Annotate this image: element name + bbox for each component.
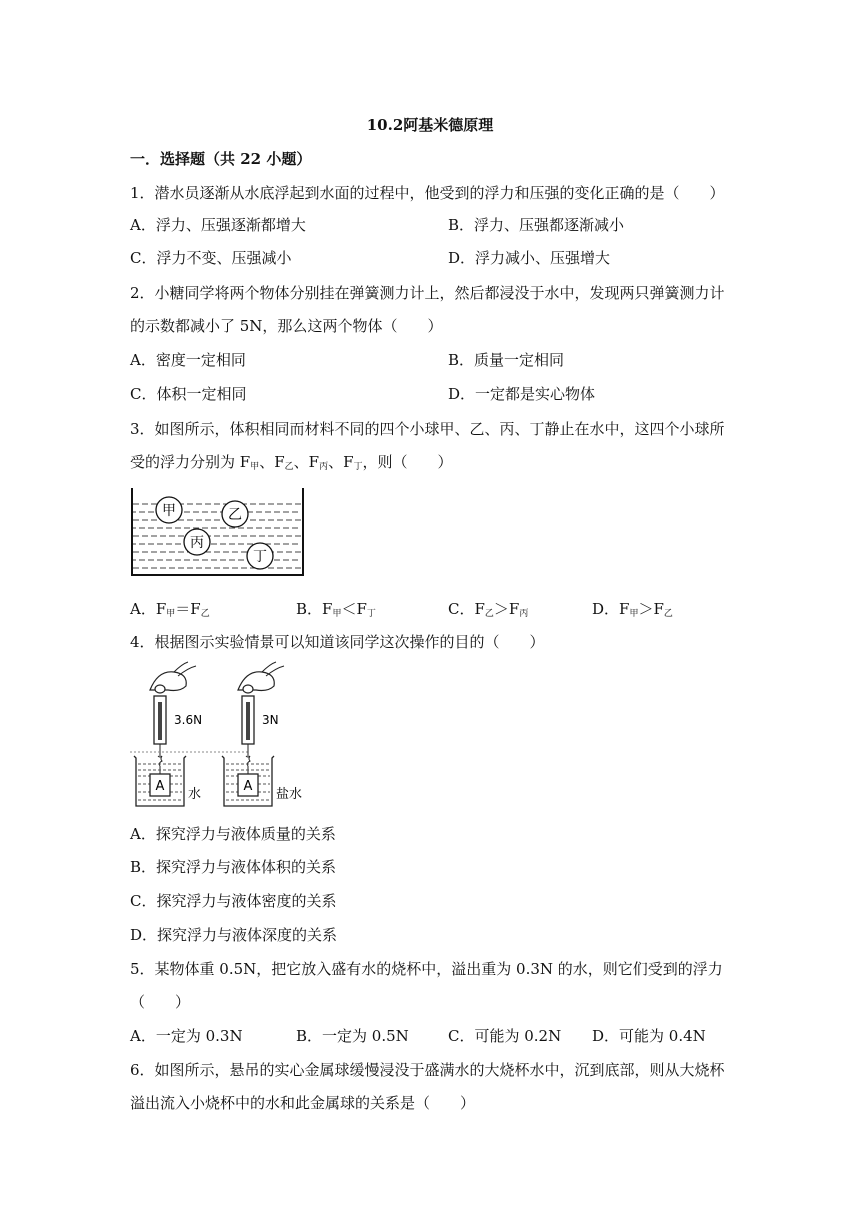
q4-option-d: D．探究浮力与液体深度的关系 xyxy=(130,926,338,944)
svg-text:乙: 乙 xyxy=(228,507,242,523)
q6-stem-line2: 溢出流入小烧杯中的水和此金属球的关系是（ ） xyxy=(130,1094,476,1112)
q5-option-d: D．可能为 0.4N xyxy=(592,1027,706,1045)
q5-stem-line1: 5．某物体重 0.5N，把它放入盛有水的烧杯中，溢出重为 0.3N 的水，则它们受到的浮力 xyxy=(130,960,723,978)
q5-option-c: C．可能为 0.2N xyxy=(448,1027,562,1045)
q1-stem: 1．潜水员逐渐从水底浮起到水面的过程中，他受到的浮力和压强的变化正确的是（ ） xyxy=(130,184,725,202)
q2-option-b: B．质量一定相同 xyxy=(448,351,565,369)
svg-text:3.6N: 3.6N xyxy=(174,713,203,727)
ball-jia xyxy=(156,497,182,523)
q4-option-b: B．探究浮力与液体体积的关系 xyxy=(130,858,337,876)
q2-stem-line1: 2．小糖同学将两个物体分别挂在弹簧测力计上，然后都浸没于水中，发现两只弹簧测力计 xyxy=(130,284,725,302)
page-title: 10.2阿基米德原理 xyxy=(366,116,494,134)
q3-stem-line2: 受的浮力分别为 $F_甲$、$F_乙$、$F_丙$、$F_丁$，则（ ） xyxy=(130,453,453,472)
q1-option-c: C．浮力不变、压强减小 xyxy=(130,249,292,267)
q2-option-d: D．一定都是实心物体 xyxy=(448,385,596,403)
q1-option-a: A．浮力、压强逐渐都增大 xyxy=(130,216,306,234)
q6-stem-line1: 6．如图所示，悬吊的实心金属球缓慢浸没于盛满水的大烧杯水中，沉到底部，则从大烧杯 xyxy=(130,1061,725,1079)
q2-option-c: C．体积一定相同 xyxy=(130,385,247,403)
section-heading: 一．选择题（共 22 小题） xyxy=(130,150,312,168)
q5-stem-line2: （ ） xyxy=(130,993,191,1011)
q4-option-c: C．探究浮力与液体密度的关系 xyxy=(130,892,337,910)
q3-option-a: A．$F_甲=F_乙$ xyxy=(130,600,210,619)
q2-stem-line2: 的示数都减小了 5N，那么这两个物体（ ） xyxy=(130,317,443,335)
ball-ding xyxy=(247,543,273,569)
svg-text:3N: 3N xyxy=(262,713,279,727)
svg-text:盐水: 盐水 xyxy=(276,787,303,802)
container-walls xyxy=(132,488,303,575)
spring-scale-left xyxy=(150,662,202,774)
q5-option-b: B．一定为 0.5N xyxy=(296,1027,409,1045)
q1-option-d: D．浮力减小、压强增大 xyxy=(448,249,611,267)
q3-option-b: B．$F_甲<F_丁$ xyxy=(296,600,376,619)
ball-bing xyxy=(184,529,210,555)
beaker-right xyxy=(222,756,302,806)
q3-option-c: C．$F_乙>F_丙$ xyxy=(448,600,529,619)
q4-experiment-diagram xyxy=(130,660,310,810)
q2-option-a: A．密度一定相同 xyxy=(130,351,246,369)
q4-stem: 4．根据图示实验情景可以知道该同学这次操作的目的（ ） xyxy=(130,633,545,651)
svg-text:丙: 丙 xyxy=(190,535,204,551)
spring-scale-right xyxy=(238,662,284,774)
q3-option-d: D．$F_甲>F_乙$ xyxy=(592,600,673,619)
q5-option-a: A．一定为 0.3N xyxy=(130,1027,243,1045)
svg-text:水: 水 xyxy=(188,787,202,802)
q3-ball-diagram xyxy=(128,486,308,580)
q4-option-a: A．探究浮力与液体质量的关系 xyxy=(130,825,336,843)
q1-option-b: B．浮力、压强都逐渐减小 xyxy=(448,216,625,234)
svg-text:丁: 丁 xyxy=(253,549,267,565)
q3-stem-line1: 3．如图所示，体积相同而材料不同的四个小球甲、乙、丙、丁静止在水中，这四个小球所 xyxy=(130,420,725,438)
svg-text:甲: 甲 xyxy=(162,503,176,519)
svg-text:A: A xyxy=(155,779,165,794)
svg-text:A: A xyxy=(243,779,253,794)
beaker-left xyxy=(134,756,201,806)
ball-yi xyxy=(222,501,248,527)
